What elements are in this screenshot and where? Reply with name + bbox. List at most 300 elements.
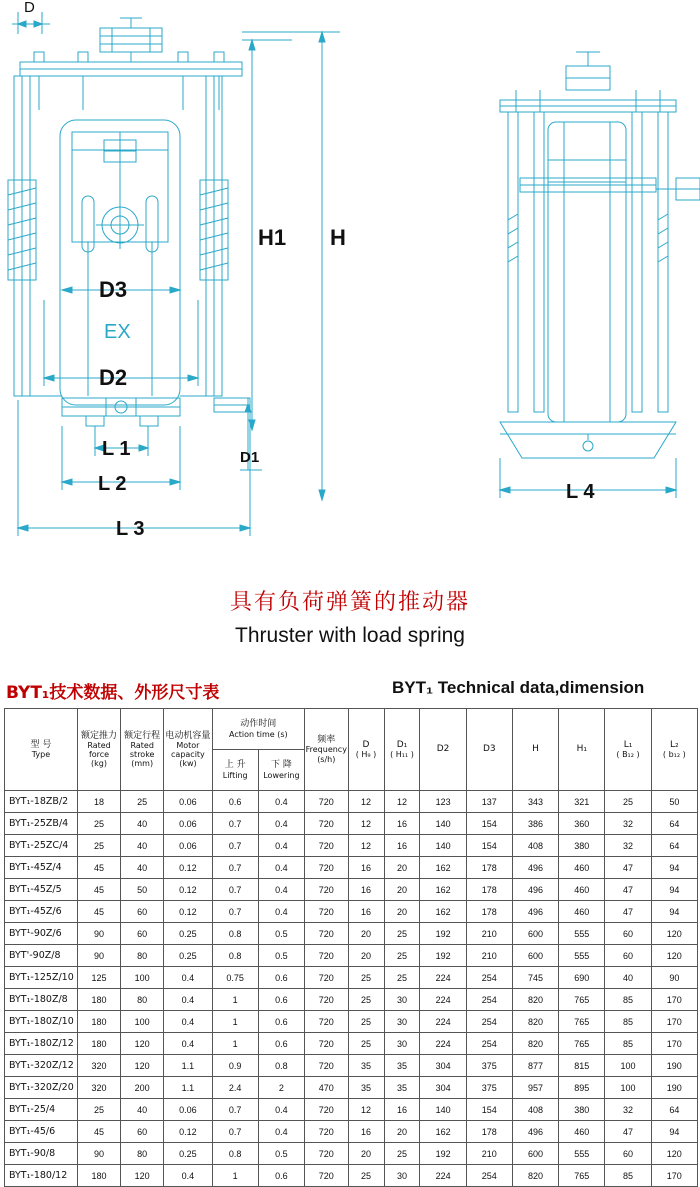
table-cell: 0.12 [164, 879, 212, 901]
table-cell: 140 [420, 813, 466, 835]
table-cell: 85 [605, 989, 651, 1011]
table-cell: 0.5 [258, 945, 304, 967]
table-row [5, 1011, 698, 1033]
table-cell: 375 [466, 1055, 512, 1077]
table-cell: 125 [77, 967, 120, 989]
table-cell: 496 [512, 901, 558, 923]
table-cell: 20 [348, 923, 384, 945]
table-cell: 0.6 [212, 791, 258, 813]
header-stroke-en: Rated stroke [129, 740, 155, 760]
cell-model: BYT₁-125Z/10 [5, 967, 78, 989]
table-cell: 80 [121, 945, 164, 967]
table-cell: 178 [466, 1121, 512, 1143]
table-cell: 45 [77, 879, 120, 901]
table-row [5, 791, 698, 813]
table-cell: 170 [651, 989, 697, 1011]
header-motor-capacity [164, 709, 212, 791]
label-d2: D2 [99, 365, 128, 390]
table-cell: 0.7 [212, 857, 258, 879]
table-cell: 224 [420, 1033, 466, 1055]
spec-table [4, 708, 698, 1187]
header-l2 [651, 709, 697, 791]
table-cell: 180 [77, 1033, 120, 1055]
table-cell: 460 [559, 857, 605, 879]
table-cell: 820 [512, 989, 558, 1011]
table-cell: 720 [305, 1143, 349, 1165]
cell-model: BYT₁-25ZB/4 [5, 813, 78, 835]
table-cell: 745 [512, 967, 558, 989]
table-cell: 178 [466, 901, 512, 923]
table-cell: 460 [559, 901, 605, 923]
table-cell: 94 [651, 857, 697, 879]
table-cell: 35 [348, 1077, 384, 1099]
header-l1 [605, 709, 651, 791]
table-cell: 60 [605, 923, 651, 945]
table-cell: 30 [384, 1165, 420, 1187]
table-cell: 25 [121, 791, 164, 813]
table-cell: 0.4 [164, 967, 212, 989]
table-cell: 20 [384, 901, 420, 923]
table-cell: 320 [77, 1055, 120, 1077]
table-cell: 0.06 [164, 1099, 212, 1121]
table-cell: 25 [384, 967, 420, 989]
table-cell: 16 [348, 901, 384, 923]
table-cell: 45 [77, 857, 120, 879]
table-cell: 30 [384, 989, 420, 1011]
table-cell: 224 [420, 1165, 466, 1187]
table-cell: 0.4 [164, 1033, 212, 1055]
cell-model: BYT₁-320Z/20 [5, 1077, 78, 1099]
table-cell: 254 [466, 989, 512, 1011]
header-action-en: Action time (s) [228, 729, 288, 739]
table-cell: 25 [348, 989, 384, 1011]
header-stroke-cn: 额定行程 [124, 730, 161, 741]
cell-model: BYT₁-25ZC/4 [5, 835, 78, 857]
header-rated-stroke [121, 709, 164, 791]
table-cell: 60 [605, 1143, 651, 1165]
header-lift-en: Lifting [222, 770, 248, 780]
table-cell: 1 [212, 1033, 258, 1055]
table-cell: 895 [559, 1077, 605, 1099]
table-cell: 304 [420, 1055, 466, 1077]
table-cell: 60 [121, 923, 164, 945]
table-row [5, 1055, 698, 1077]
table-cell: 25 [348, 1011, 384, 1033]
header-lower-cn: 下 降 [270, 760, 292, 771]
caption-english: Thruster with load spring [235, 624, 465, 647]
table-row [5, 923, 698, 945]
table-cell: 178 [466, 857, 512, 879]
table-row [5, 1099, 698, 1121]
table-cell: 32 [605, 835, 651, 857]
header-h: H [512, 709, 558, 791]
table-cell: 0.9 [212, 1055, 258, 1077]
header-d-main: D [362, 739, 370, 750]
header-motor-cn: 电动机容量 [165, 730, 211, 741]
table-cell: 0.7 [212, 835, 258, 857]
table-cell: 0.06 [164, 813, 212, 835]
table-cell: 120 [121, 1165, 164, 1187]
cell-model: BYT₁-45Z/6 [5, 901, 78, 923]
table-row [5, 1077, 698, 1099]
table-cell: 254 [466, 1033, 512, 1055]
table-cell: 162 [420, 901, 466, 923]
table-row [5, 1143, 698, 1165]
table-cell: 190 [651, 1055, 697, 1077]
table-cell: 16 [348, 1121, 384, 1143]
header-action-time [212, 709, 304, 750]
table-cell: 0.8 [212, 1143, 258, 1165]
table-cell: 40 [121, 1099, 164, 1121]
table-cell: 120 [651, 923, 697, 945]
table-cell: 16 [384, 835, 420, 857]
table-cell: 765 [559, 1011, 605, 1033]
table-cell: 820 [512, 1011, 558, 1033]
table-cell: 0.4 [164, 1165, 212, 1187]
table-cell: 170 [651, 1165, 697, 1187]
table-row [5, 879, 698, 901]
table-cell: 496 [512, 1121, 558, 1143]
table-cell: 20 [348, 1143, 384, 1165]
table-cell: 94 [651, 1121, 697, 1143]
cell-model: BYT₁-90/8 [5, 1143, 78, 1165]
table-cell: 0.75 [212, 967, 258, 989]
label-h1: H1 [258, 225, 287, 250]
table-cell: 210 [466, 923, 512, 945]
table-cell: 120 [121, 1033, 164, 1055]
header-d3: D3 [466, 709, 512, 791]
table-cell: 555 [559, 945, 605, 967]
table-cell: 408 [512, 835, 558, 857]
table-cell: 0.7 [212, 813, 258, 835]
table-cell: 720 [305, 857, 349, 879]
table-cell: 40 [121, 813, 164, 835]
table-cell: 254 [466, 1165, 512, 1187]
title-chinese: BYT₁技术数据、外形尺寸表 [6, 683, 220, 703]
table-cell: 25 [384, 945, 420, 967]
table-cell: 20 [384, 857, 420, 879]
header-freq-cn: 频率 [317, 735, 336, 746]
table-row [5, 967, 698, 989]
table-cell: 47 [605, 857, 651, 879]
table-cell: 178 [466, 879, 512, 901]
header-type-en: Type [31, 750, 51, 760]
section-titles [0, 678, 700, 708]
label-l2: L 2 [98, 473, 127, 495]
table-cell: 0.12 [164, 857, 212, 879]
table-cell: 380 [559, 1099, 605, 1121]
header-l2-main: L₂ [670, 739, 679, 750]
table-cell: 50 [651, 791, 697, 813]
table-cell: 254 [466, 967, 512, 989]
title-english: BYT₁ Technical data,dimension [392, 678, 645, 697]
cell-model: BYT¹-90Z/6 [5, 923, 78, 945]
table-cell: 35 [348, 1055, 384, 1077]
table-cell: 137 [466, 791, 512, 813]
table-cell: 47 [605, 879, 651, 901]
table-cell: 720 [305, 1055, 349, 1077]
table-cell: 720 [305, 945, 349, 967]
table-cell: 254 [466, 1011, 512, 1033]
table-row [5, 945, 698, 967]
cell-model: BYT₁-320Z/12 [5, 1055, 78, 1077]
table-cell: 80 [121, 1143, 164, 1165]
table-cell: 0.4 [258, 835, 304, 857]
table-cell: 85 [605, 1011, 651, 1033]
table-cell: 50 [121, 879, 164, 901]
table-cell: 192 [420, 923, 466, 945]
table-cell: 120 [121, 1055, 164, 1077]
table-cell: 0.7 [212, 879, 258, 901]
table-cell: 0.6 [258, 1011, 304, 1033]
table-cell: 321 [559, 791, 605, 813]
table-cell: 20 [384, 1121, 420, 1143]
table-cell: 0.25 [164, 945, 212, 967]
technical-drawing [0, 0, 700, 560]
table-cell: 765 [559, 1165, 605, 1187]
table-cell: 0.7 [212, 1099, 258, 1121]
table-cell: 25 [348, 1165, 384, 1187]
header-force-cn: 额定推力 [81, 730, 118, 741]
cell-model: BYT₁-45Z/4 [5, 857, 78, 879]
table-cell: 154 [466, 1099, 512, 1121]
table-row [5, 989, 698, 1011]
table-cell: 1 [212, 1011, 258, 1033]
table-cell: 12 [348, 1099, 384, 1121]
cell-model: BYT₁-180Z/8 [5, 989, 78, 1011]
table-cell: 0.6 [258, 1033, 304, 1055]
table-cell: 877 [512, 1055, 558, 1077]
table-cell: 470 [305, 1077, 349, 1099]
table-cell: 170 [651, 1033, 697, 1055]
table-cell: 343 [512, 791, 558, 813]
table-cell: 720 [305, 1011, 349, 1033]
table-cell: 0.4 [258, 813, 304, 835]
table-cell: 720 [305, 901, 349, 923]
table-cell: 85 [605, 1033, 651, 1055]
table-cell: 20 [348, 945, 384, 967]
table-cell: 0.4 [258, 1099, 304, 1121]
header-d1 [384, 709, 420, 791]
table-cell: 0.8 [212, 945, 258, 967]
table-cell: 154 [466, 813, 512, 835]
table-cell: 16 [384, 813, 420, 835]
table-cell: 0.4 [258, 879, 304, 901]
header-h1: H₁ [559, 709, 605, 791]
table-cell: 0.5 [258, 923, 304, 945]
table-cell: 210 [466, 945, 512, 967]
table-row [5, 813, 698, 835]
header-lower-en: Lowering [263, 770, 300, 780]
table-cell: 720 [305, 1033, 349, 1055]
table-cell: 25 [348, 967, 384, 989]
table-cell: 720 [305, 967, 349, 989]
table-cell: 40 [121, 857, 164, 879]
cell-model: BYT₁-25/4 [5, 1099, 78, 1121]
table-cell: 0.4 [164, 1011, 212, 1033]
cell-model: BYT₁-45/6 [5, 1121, 78, 1143]
table-cell: 60 [121, 1121, 164, 1143]
header-d-tol: ( H₉ ) [355, 750, 377, 760]
table-row [5, 857, 698, 879]
table-cell: 90 [651, 967, 697, 989]
table-cell: 720 [305, 1121, 349, 1143]
table-cell: 90 [77, 1143, 120, 1165]
label-d3: D3 [99, 277, 128, 302]
header-l2-tol: ( b₁₂ ) [662, 750, 686, 760]
table-cell: 460 [559, 1121, 605, 1143]
table-cell: 815 [559, 1055, 605, 1077]
figure-caption [0, 585, 700, 648]
table-cell: 600 [512, 1143, 558, 1165]
header-force-unit: (kg) [91, 759, 107, 769]
table-cell: 210 [466, 1143, 512, 1165]
cell-model: BYT₁-18ZB/2 [5, 791, 78, 813]
table-cell: 0.4 [258, 901, 304, 923]
table-cell: 0.06 [164, 835, 212, 857]
table-cell: 0.12 [164, 1121, 212, 1143]
thruster-drawing-svg [0, 0, 700, 560]
table-cell: 60 [121, 901, 164, 923]
table-cell: 765 [559, 1033, 605, 1055]
header-motor-unit: (kw) [179, 759, 197, 769]
table-cell: 720 [305, 1099, 349, 1121]
table-cell: 80 [121, 989, 164, 1011]
table-cell: 0.4 [258, 857, 304, 879]
table-cell: 25 [77, 813, 120, 835]
table-cell: 40 [605, 967, 651, 989]
table-cell: 720 [305, 989, 349, 1011]
table-cell: 123 [420, 791, 466, 813]
table-cell: 162 [420, 857, 466, 879]
table-cell: 2 [258, 1077, 304, 1099]
table-cell: 820 [512, 1165, 558, 1187]
table-cell: 304 [420, 1077, 466, 1099]
table-header [5, 709, 698, 791]
header-force-en: Rated force [87, 740, 111, 760]
table-cell: 45 [77, 1121, 120, 1143]
table-cell: 90 [77, 923, 120, 945]
header-freq-en: Frequency [305, 745, 347, 755]
table-cell: 0.4 [258, 791, 304, 813]
table-cell: 47 [605, 1121, 651, 1143]
table-cell: 820 [512, 1033, 558, 1055]
table-cell: 224 [420, 989, 466, 1011]
table-cell: 192 [420, 945, 466, 967]
table-cell: 720 [305, 1165, 349, 1187]
label-l1: L 1 [102, 438, 131, 460]
cell-model: BYT₁-180Z/10 [5, 1011, 78, 1033]
table-cell: 720 [305, 923, 349, 945]
table-cell: 0.7 [212, 901, 258, 923]
label-d-top: D [24, 0, 35, 16]
table-cell: 0.8 [258, 1055, 304, 1077]
table-cell: 200 [121, 1077, 164, 1099]
header-stroke-unit: (mm) [131, 759, 154, 769]
table-cell: 12 [348, 835, 384, 857]
table-cell: 30 [384, 1011, 420, 1033]
header-l1-main: L₁ [623, 739, 633, 750]
table-cell: 1.1 [164, 1055, 212, 1077]
table-cell: 94 [651, 901, 697, 923]
table-cell: 100 [605, 1077, 651, 1099]
table-cell: 192 [420, 1143, 466, 1165]
table-cell: 1 [212, 989, 258, 1011]
table-cell: 0.6 [258, 967, 304, 989]
table-cell: 0.8 [212, 923, 258, 945]
table-cell: 12 [348, 791, 384, 813]
header-d1-main: D₁ [396, 739, 408, 750]
table-row [5, 901, 698, 923]
table-cell: 154 [466, 835, 512, 857]
table-cell: 224 [420, 967, 466, 989]
table-cell: 120 [651, 945, 697, 967]
table-cell: 162 [420, 879, 466, 901]
table-cell: 12 [384, 791, 420, 813]
table-cell: 35 [384, 1077, 420, 1099]
cell-model: BYT₁-45Z/5 [5, 879, 78, 901]
table-cell: 16 [384, 1099, 420, 1121]
table-cell: 0.12 [164, 901, 212, 923]
table-cell: 765 [559, 989, 605, 1011]
table-cell: 45 [77, 901, 120, 923]
table-cell: 224 [420, 1011, 466, 1033]
table-cell: 64 [651, 835, 697, 857]
table-cell: 720 [305, 879, 349, 901]
table-cell: 375 [466, 1077, 512, 1099]
cell-model: BYT₁-180Z/12 [5, 1033, 78, 1055]
table-cell: 25 [384, 1143, 420, 1165]
table-cell: 386 [512, 813, 558, 835]
header-type [5, 709, 78, 791]
table-cell: 360 [559, 813, 605, 835]
table-cell: 460 [559, 879, 605, 901]
table-cell: 496 [512, 879, 558, 901]
table-cell: 25 [605, 791, 651, 813]
table-cell: 0.7 [212, 1121, 258, 1143]
table-cell: 2.4 [212, 1077, 258, 1099]
table-cell: 720 [305, 791, 349, 813]
table-cell: 25 [348, 1033, 384, 1055]
table-cell: 25 [77, 1099, 120, 1121]
table-row [5, 1165, 698, 1187]
header-frequency [305, 709, 349, 791]
table-cell: 32 [605, 813, 651, 835]
header-l1-tol: ( B₁₂ ) [616, 750, 640, 760]
header-lifting [212, 750, 258, 791]
caption-chinese: 具有负荷弹簧的推动器 [229, 590, 470, 615]
table-cell: 18 [77, 791, 120, 813]
table-cell: 408 [512, 1099, 558, 1121]
table-cell: 16 [348, 879, 384, 901]
table-cell: 90 [77, 945, 120, 967]
table-cell: 1.1 [164, 1077, 212, 1099]
table-cell: 0.06 [164, 791, 212, 813]
header-lowering [258, 750, 304, 791]
table-cell: 60 [605, 945, 651, 967]
table-cell: 190 [651, 1077, 697, 1099]
table-cell: 180 [77, 1011, 120, 1033]
table-cell: 180 [77, 989, 120, 1011]
table-cell: 180 [77, 1165, 120, 1187]
table-cell: 20 [384, 879, 420, 901]
table-body [5, 791, 698, 1187]
label-d1: D1 [240, 449, 260, 466]
table-cell: 1 [212, 1165, 258, 1187]
header-d [348, 709, 384, 791]
table-cell: 380 [559, 835, 605, 857]
table-cell: 0.6 [258, 989, 304, 1011]
